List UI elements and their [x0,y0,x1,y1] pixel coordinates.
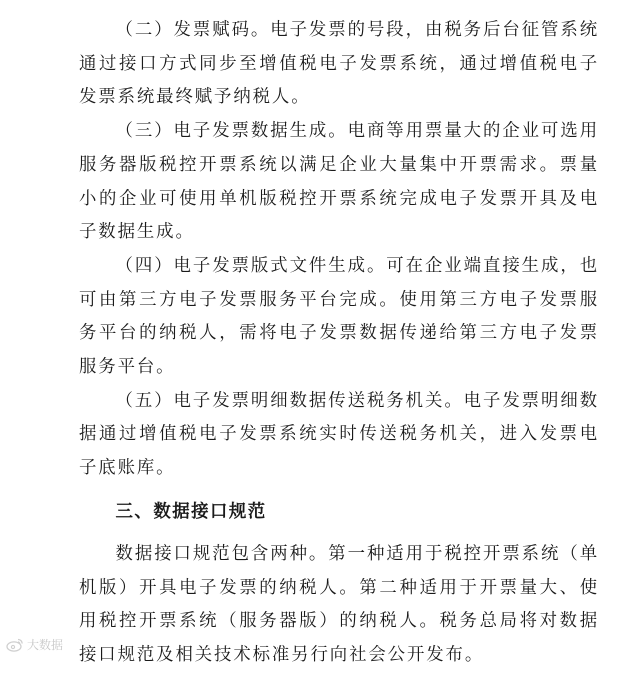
paragraph-data-generation: （三）电子发票数据生成。电商等用票量大的企业可选用服务器版税控开票系统以满足企业大量集中开票需求。票量小的企业可使用单机版税控开票系统完成电子发票开具及电子数据生成。 [79,121,599,243]
paragraph-data-transfer: （五）电子发票明细数据传送税务机关。电子发票明细数据通过增值税电子发票系统实时传送税务机关，进入发票电子底账库。 [79,390,599,479]
paragraph-interface-spec: 数据接口规范包含两种。第一种适用于税控开票系统（单机版）开具电子发票的纳税人。第二种适用于开票量大、使用税控开票系统（服务器版）的纳税人。税务总局将对数据接口规范及相关技术标准另行向社会公开发布。 [79,543,599,665]
section-heading: 三、数据接口规范 [115,501,267,522]
paragraph-invoice-coding: （二）发票赋码。电子发票的号段，由税务后台征管系统通过接口方式同步至增值税电子发票系统，通过增值税电子发票系统最终赋予纳税人。 [79,20,599,108]
weibo-icon [6,637,24,652]
paragraph-layout-file: （四）电子发票版式文件生成。可在企业端直接生成，也可由第三方电子发票服务平台完成。使用第三方电子发票服务平台的纳税人，需将电子发票数据传递给第三方电子发票服务平台。 [79,255,599,378]
watermark [6,636,63,653]
document-page [79,14,599,673]
watermark-text: 大数据 [27,638,64,652]
